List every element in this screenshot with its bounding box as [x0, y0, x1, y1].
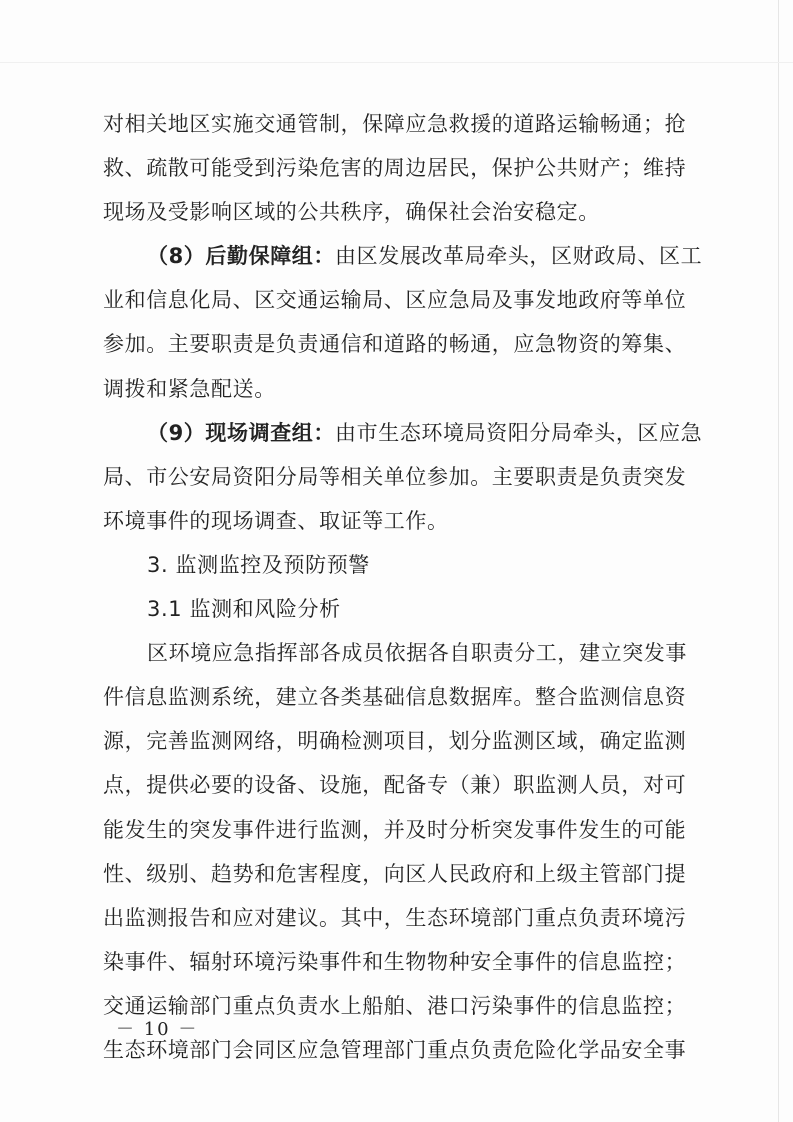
document-body — [103, 102, 703, 1072]
body-line: 对相关地区实施交通管制，保障应急救援的道路运输畅通；抢 — [103, 112, 687, 136]
body-line: 交通运输部门重点负责水上船舶、港口污染事件的信息监控； — [103, 993, 687, 1018]
page-number: － 10 － — [116, 1019, 199, 1040]
body-line: 救、疏散可能受到污染危害的周边居民，保护公共财产；维持 — [103, 156, 687, 181]
body-line: 能发生的突发事件进行监测，并及时分析突发事件发生的可能 — [103, 817, 687, 842]
body-text: 由市生态环境局资阳分局牵头，区应急 — [335, 420, 703, 445]
body-line: 染事件、辐射环境污染事件和生物物种安全事件的信息监控； — [103, 949, 687, 974]
section-3-1-heading: 3.1 监测和风险分析 — [147, 597, 341, 622]
body-line: 区环境应急指挥部各成员依据各自职责分工，建立突发事 — [147, 641, 687, 666]
body-line: 源，完善监测网络，明确检测项目，划分监测区域，确定监测 — [103, 729, 687, 754]
body-line: 点，提供必要的设备、设施，配备专（兼）职监测人员，对可 — [103, 773, 687, 798]
body-text: 由区发展改革局牵头，区财政局、区工 — [335, 244, 703, 269]
body-line: 业和信息化局、区交通运输局、区应急局及事发地政府等单位 — [103, 288, 687, 313]
investigation-group-heading: （9）现场调查组： — [147, 420, 336, 445]
scan-edge-line — [778, 0, 779, 1122]
body-line: 环境事件的现场调查、取证等工作。 — [103, 508, 449, 533]
body-line: 性、级别、趋势和危害程度，向区人民政府和上级主管部门提 — [103, 861, 687, 886]
body-line: 参加。主要职责是负责通信和道路的畅通，应急物资的筹集、 — [103, 332, 687, 357]
scan-top-line — [0, 62, 793, 63]
logistics-group-heading: （8）后勤保障组： — [147, 244, 336, 269]
paragraph-investigation-group — [103, 411, 703, 455]
body-line: 局、市公安局资阳分局等相关单位参加。主要职责是负责突发 — [103, 464, 687, 489]
paragraph-logistics-group — [103, 234, 703, 278]
section-3-heading: 3. 监测监控及预防预警 — [147, 552, 370, 577]
body-line: 现场及受影响区域的公共秩序，确保社会治安稳定。 — [103, 200, 600, 225]
body-line: 件信息监测系统，建立各类基础信息数据库。整合监测信息资 — [103, 685, 687, 710]
body-line: 调拨和紧急配送。 — [103, 376, 276, 401]
body-line: 出监测报告和应对建议。其中，生态环境部门重点负责环境污 — [103, 905, 687, 930]
body-line: 生态环境部门会同区应急管理部门重点负责危险化学品安全事 — [103, 1037, 687, 1062]
